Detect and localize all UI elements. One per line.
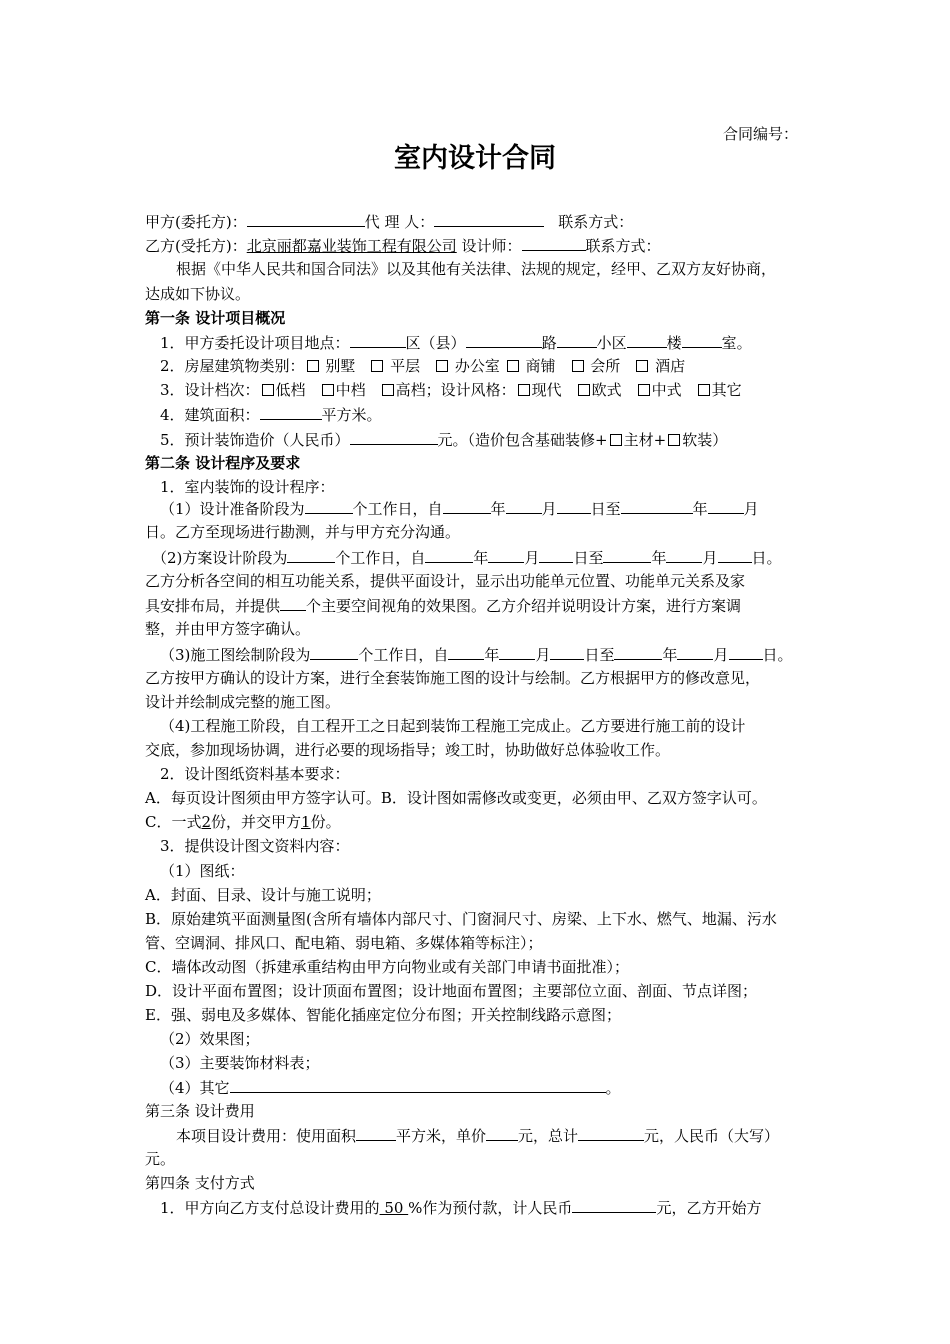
- option-other-style: 其它: [711, 381, 742, 399]
- fee-area-blank: [356, 1123, 396, 1141]
- days-blank: [305, 496, 353, 514]
- building-type-label: 2．房屋建筑物类别：: [160, 357, 305, 375]
- copies-unit: 份。: [310, 813, 341, 831]
- month-blank: [499, 642, 535, 660]
- from-label: 个工作日，自: [358, 646, 449, 664]
- checkbox-low[interactable]: [262, 384, 274, 396]
- article-2-title: 第二条 设计程序及要求: [145, 454, 301, 472]
- year-blank: [443, 496, 491, 514]
- total-blank: [578, 1123, 644, 1141]
- phase-3-label: （3)施工图绘制阶段为: [160, 646, 311, 664]
- cost-includes-label: 元。（造价包含基础装修+: [437, 431, 608, 449]
- district-label: 区（县）: [405, 334, 466, 352]
- deliverable-d: D．设计平面布置图；设计顶面布置图；设计地面布置图；主要部位立面、剖面、节点详图；: [145, 982, 758, 1000]
- day-blank: [550, 642, 584, 660]
- document-title: 室内设计合同: [394, 143, 556, 174]
- area-unit: 平方米。: [321, 406, 382, 424]
- deliverable-c: C．墙体改动图（拆建承重结构由甲方向物业或有关部门申请书面批准）；: [145, 958, 629, 976]
- building-label: 楼: [666, 334, 682, 352]
- month-label: 月: [743, 500, 759, 518]
- phase-2-line-4: 整，并由甲方签字确认。: [145, 620, 311, 638]
- option-club: 会所: [590, 357, 621, 375]
- deliverable-a: A．封面、目录、设计与施工说明；: [145, 886, 381, 904]
- renderings-text: 个主要空间视角的效果图。乙方介绍并说明设计方案，进行方案调: [306, 597, 742, 615]
- option-chinese: 中式: [651, 381, 682, 399]
- cost-label: 5．预计装饰造价（人民币）: [160, 431, 350, 449]
- other-label: （4）其它: [160, 1079, 230, 1097]
- month-label: 月: [713, 646, 729, 664]
- deliverable-b-line-1: B．原始建筑平面测量图(含所有墙体内部尺寸、门窗洞尺寸、房梁、上下水、燃气、地漏、污水: [145, 910, 777, 928]
- month-blank: [506, 496, 542, 514]
- building-blank: [627, 330, 667, 348]
- article-1-item-5: [160, 427, 727, 452]
- road-label: 路: [541, 334, 557, 352]
- year-label: 年: [473, 549, 489, 567]
- phase-2-line-2: 乙方分析各空间的相互功能关系，提供平面设计，显示出功能单元位置、功能单元关系及家: [145, 572, 746, 590]
- checkbox-shop[interactable]: [507, 360, 519, 372]
- article-2-section-1: 1．室内装饰的设计程序：: [160, 478, 335, 496]
- day-blank: [557, 496, 591, 514]
- deliverable-other: [160, 1075, 621, 1100]
- phase-4-line-1: （4)工程施工阶段，自工程开工之日起到装饰工程施工完成止。乙方要进行施工前的设计: [160, 717, 746, 735]
- day-blank: [729, 642, 763, 660]
- year-label: 年: [692, 500, 708, 518]
- phase-1-line-1: [160, 496, 759, 521]
- month-label: 月: [535, 646, 551, 664]
- month-blank: [708, 496, 744, 514]
- room-blank: [682, 330, 722, 348]
- room-label: 室。: [721, 334, 752, 352]
- checkbox-modern[interactable]: [518, 384, 530, 396]
- phase-2-line-3: [145, 593, 741, 618]
- option-flat: 平层: [390, 357, 421, 375]
- party-a-label: 甲方(委托方)：: [145, 213, 247, 231]
- copies-count: 2: [201, 813, 212, 831]
- option-low: 低档: [275, 381, 306, 399]
- community-label: 小区: [596, 334, 627, 352]
- month-label: 月: [702, 549, 718, 567]
- article-1-item-1: [160, 330, 752, 355]
- year-blank: [621, 496, 693, 514]
- party-a-contact-label: 联系方式：: [558, 213, 634, 231]
- deliverable-b-line-2: 管、空调洞、排风口、配电箱、弱电箱、多媒体箱等标注）；: [145, 934, 543, 952]
- deliverable-renderings: （2）效果图；: [160, 1030, 260, 1048]
- phase-1-label: （1）设计准备阶段为: [160, 500, 305, 518]
- days-blank: [310, 642, 358, 660]
- from-label: 个工作日，自: [352, 500, 443, 518]
- option-shop: 商铺: [525, 357, 556, 375]
- road-blank: [466, 330, 542, 348]
- option-european: 欧式: [591, 381, 622, 399]
- unit-price-blank: [486, 1123, 518, 1141]
- year-blank: [614, 642, 662, 660]
- article-2-section-3: 3．提供设计图文资料内容：: [160, 837, 350, 855]
- year-blank: [603, 545, 651, 563]
- article-4-title: 第四条 支付方式: [145, 1174, 255, 1192]
- deliverable-e: E．强、弱电及多媒体、智能化插座定位分布图；开关控制线路示意图；: [145, 1006, 621, 1024]
- renderings-label: 具安排布局，并提供: [145, 597, 281, 615]
- checkbox-chinese[interactable]: [638, 384, 650, 396]
- community-blank: [557, 330, 597, 348]
- design-level-label: 3．设计档次：: [160, 381, 260, 399]
- district-blank: [350, 330, 406, 348]
- checkbox-main-materials[interactable]: [610, 434, 622, 446]
- day-blank: [718, 545, 752, 563]
- year-label: 年: [484, 646, 500, 664]
- other-blank: [230, 1075, 606, 1093]
- option-mid: 中档: [335, 381, 366, 399]
- phase-3-line-1: [160, 642, 793, 667]
- phase-3-line-2: 乙方按甲方确认的设计方案，进行全套装饰施工图的设计与绘制。乙方根据甲方的修改意见，: [145, 669, 761, 687]
- year-label: 年: [651, 549, 667, 567]
- phase-3-line-3: 设计并绘制成完整的施工图。: [145, 693, 341, 711]
- unit-price-label: 平方米，单价: [396, 1127, 487, 1145]
- checkbox-other-style[interactable]: [698, 384, 710, 396]
- checkbox-office[interactable]: [436, 360, 448, 372]
- until-label: 日至: [584, 646, 615, 664]
- copies-label: C．一式: [145, 813, 202, 831]
- copies-to-a-count: 1: [301, 813, 311, 831]
- article-1-title: 第一条 设计项目概况: [145, 309, 286, 327]
- prepay-label: 1．甲方向乙方支付总设计费用的: [160, 1199, 380, 1217]
- until-label: 日至: [590, 500, 621, 518]
- party-a-name-blank: [247, 209, 365, 227]
- cost-blank: [350, 427, 438, 445]
- other-end: 。: [605, 1079, 621, 1097]
- month-blank: [488, 545, 524, 563]
- article-1-item-3: [160, 378, 742, 402]
- article-1-item-2: [160, 354, 685, 378]
- preamble-line-2: 达成如下协议。: [145, 285, 251, 303]
- soft-furnishing-label: 软装）: [682, 431, 728, 449]
- day-blank: [539, 545, 573, 563]
- party-b-contact-label: 联系方式：: [585, 237, 661, 255]
- month-label: 月: [524, 549, 540, 567]
- checkbox-european[interactable]: [578, 384, 590, 396]
- area-label: 4．建筑面积：: [160, 406, 260, 424]
- phase-2-line-1: [152, 545, 782, 570]
- deliverable-materials: （3）主要装饰材料表；: [160, 1054, 320, 1072]
- option-hotel: 酒店: [655, 357, 686, 375]
- designer-label: 设计师：: [461, 237, 522, 255]
- option-modern: 现代: [531, 381, 562, 399]
- rmb-uppercase-label: 元，人民币（大写）: [644, 1127, 780, 1145]
- agent-label: 代 理 人：: [364, 213, 435, 231]
- fee-line-1: [176, 1123, 779, 1148]
- option-high: 高档；设计风格：: [395, 381, 516, 399]
- main-materials-label: 主材+: [623, 431, 667, 449]
- checkbox-high[interactable]: [382, 384, 394, 396]
- year-blank: [448, 642, 484, 660]
- requirement-c: [145, 810, 341, 834]
- prepay-percent: 50: [379, 1199, 409, 1217]
- phase-2-label: （2)方案设计阶段为: [152, 549, 288, 567]
- checkbox-club[interactable]: [572, 360, 584, 372]
- phase-1-line-2: 日。乙方至现场进行勘测，并与甲方充分沟通。: [145, 523, 461, 541]
- requirement-a-b: A．每页设计图须由甲方签字认可。B．设计图如需修改或变更，必须由甲、乙双方签字认可。: [145, 789, 767, 807]
- article-1-item-4: [160, 402, 382, 427]
- day-label: 日。: [762, 646, 793, 664]
- month-blank: [677, 642, 713, 660]
- year-label: 年: [662, 646, 678, 664]
- article-3-title: 第三条 设计费用: [145, 1102, 255, 1120]
- until-label: 日至: [573, 549, 604, 567]
- month-blank: [666, 545, 702, 563]
- payment-line-1: [160, 1195, 761, 1220]
- checkbox-hotel[interactable]: [636, 360, 648, 372]
- option-villa: 别墅: [325, 357, 356, 375]
- year-label: 年: [490, 500, 506, 518]
- area-blank: [260, 402, 322, 420]
- party-b-label: 乙方(受托方)：: [145, 237, 247, 255]
- option-office: 办公室: [454, 357, 500, 375]
- prepay-amount-label: %作为预付款，计人民币: [408, 1199, 573, 1217]
- prepay-amount-blank: [572, 1195, 656, 1213]
- checkbox-soft-furnishing[interactable]: [668, 434, 680, 446]
- days-blank: [287, 545, 335, 563]
- preamble-line-1: 根据《中华人民共和国合同法》以及其他有关法律、法规的规定，经甲、乙双方友好协商，: [176, 260, 777, 278]
- renderings-count-blank: [280, 593, 306, 611]
- from-label: 个工作日，自: [335, 549, 426, 567]
- location-label: 1．甲方委托设计项目地点：: [160, 334, 350, 352]
- total-label: 元，总计: [518, 1127, 579, 1145]
- designer-blank: [522, 233, 586, 251]
- copies-to-a-label: 份，并交甲方: [211, 813, 302, 831]
- day-label: 日。: [751, 549, 782, 567]
- party-a-line: [145, 209, 633, 234]
- checkbox-flat[interactable]: [371, 360, 383, 372]
- contract-number-label: 合同编号：: [722, 125, 798, 143]
- month-label: 月: [541, 500, 557, 518]
- prepay-tail: 元，乙方开始方: [656, 1199, 762, 1217]
- year-blank: [425, 545, 473, 563]
- phase-4-line-2: 交底，参加现场协调，进行必要的现场指导；竣工时，协助做好总体验收工作。: [145, 741, 671, 759]
- party-b-company: 北京丽都嘉业装饰工程有限公司: [246, 237, 457, 255]
- deliverable-drawings: （1）图纸：: [160, 862, 245, 880]
- checkbox-mid[interactable]: [322, 384, 334, 396]
- article-2-section-2: 2．设计图纸资料基本要求：: [160, 765, 350, 783]
- checkbox-villa[interactable]: [307, 360, 319, 372]
- agent-blank: [434, 209, 544, 227]
- party-b-line: [145, 233, 661, 258]
- fee-line-2: 元。: [145, 1150, 176, 1168]
- fee-area-label: 本项目设计费用：使用面积: [176, 1127, 357, 1145]
